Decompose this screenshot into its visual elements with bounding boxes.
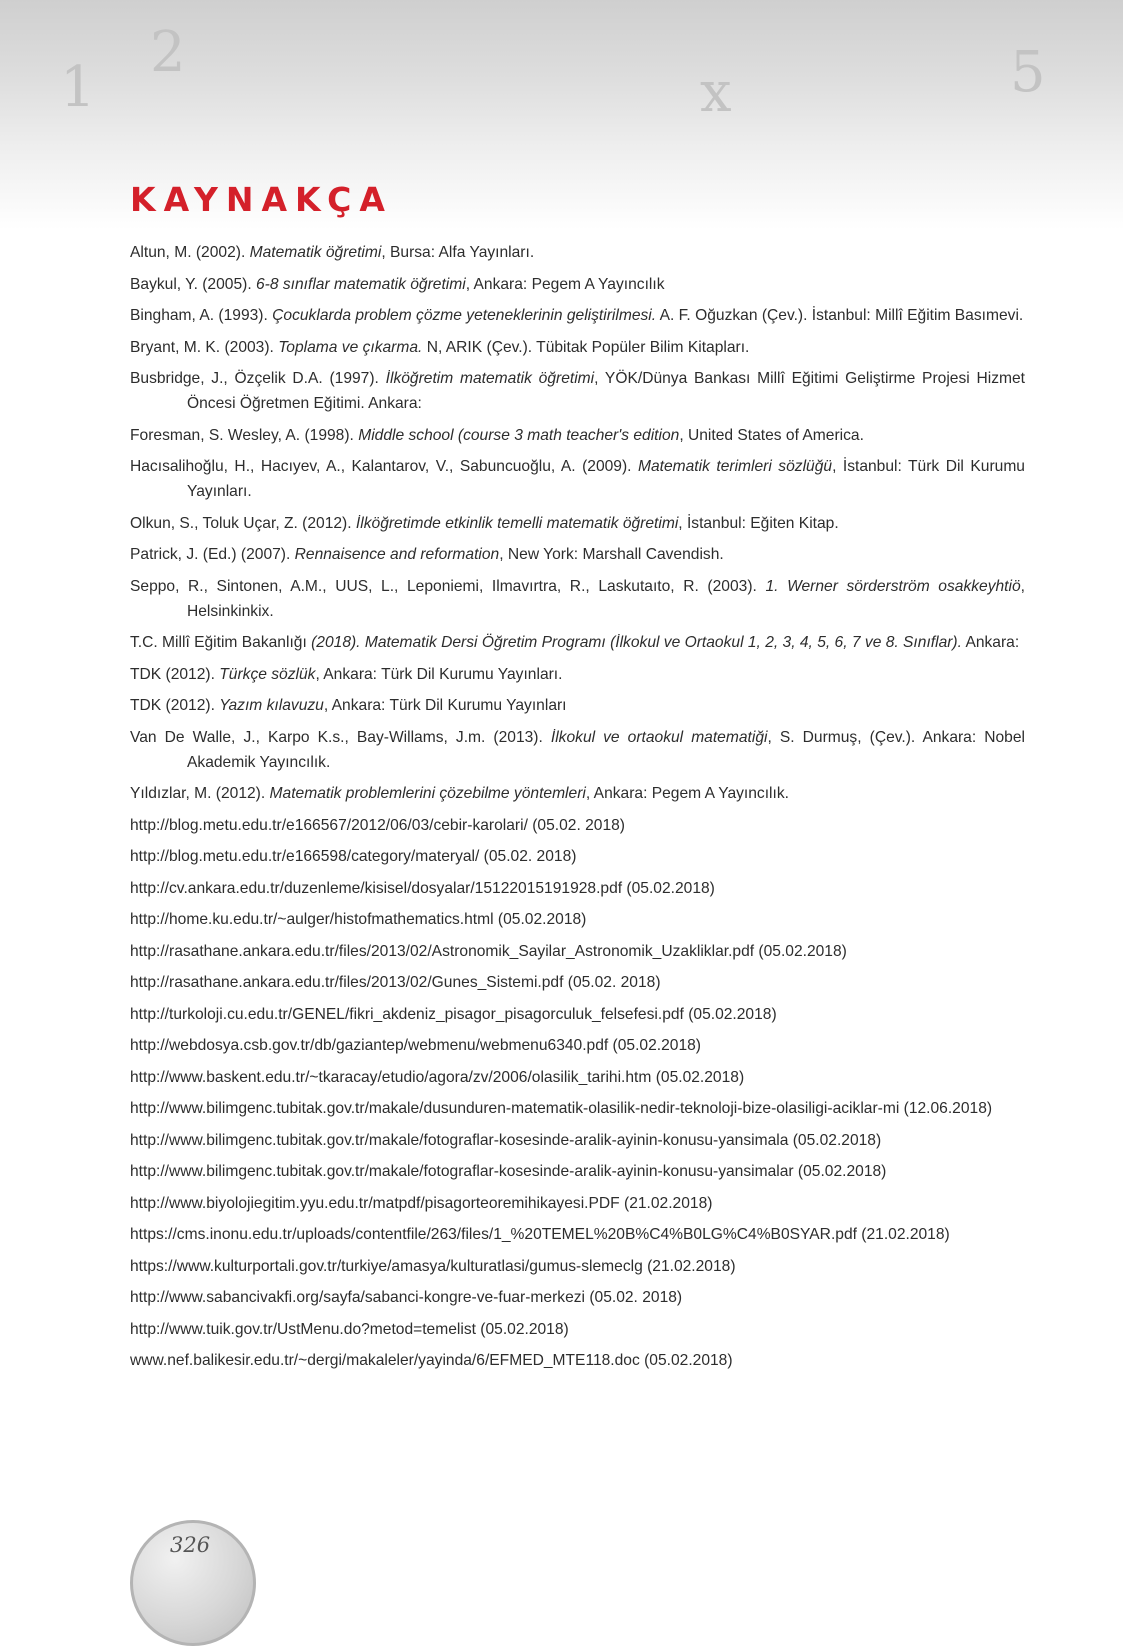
- decorative-math-glyph: 1: [60, 55, 96, 120]
- reference-title: (2018). Matematik Dersi Öğretim Programı (İlkokul ve Ortaokul 1, 2, 3, 4, 5, 6, 7 ve 8. Sınıflar).: [311, 634, 962, 651]
- decorative-math-glyph: 2: [150, 20, 186, 85]
- reference-post: , Ankara: Türk Dil Kurumu Yayınları: [323, 697, 567, 714]
- reference-item: [130, 970, 1025, 995]
- reference-pre: Olkun, S., Toluk Uçar, Z. (2012).: [130, 514, 356, 532]
- reference-pre: Seppo, R., Sintonen, A.M., UUS, L., Leponiemi, Ilmavırtra, R., Laskutaıto, R. (2003).: [130, 577, 766, 595]
- reference-post: , S. Durmuş, (Çev.). Ankara: Nobel Akademik Yayıncılık.: [187, 728, 1025, 771]
- reference-pre: https://www.kulturportali.gov.tr/turkiye/amasya/kulturatlasi/gumus-slemeclg (21.02.2018): [130, 1257, 736, 1275]
- reference-item: [130, 630, 1025, 655]
- reference-post: , New York: Marshall Cavendish.: [499, 546, 724, 563]
- reference-title: Matematik problemlerini çözebilme yöntemleri: [269, 785, 586, 802]
- reference-item: [130, 1159, 1025, 1184]
- reference-pre: Altun, M. (2002).: [130, 244, 250, 261]
- reference-post: , Helsinkinkix.: [187, 577, 1025, 620]
- reference-item: [130, 511, 1025, 536]
- reference-post: , Bursa: Alfa Yayınları.: [381, 244, 535, 261]
- reference-item: [130, 844, 1025, 869]
- page-number-badge: [130, 1520, 256, 1646]
- reference-title: Çocuklarda problem çözme yeteneklerinin geliştirilmesi.: [272, 307, 657, 324]
- reference-item: [130, 725, 1025, 775]
- reference-post: , Ankara: Türk Dil Kurumu Yayınları.: [315, 665, 563, 683]
- reference-title: İlkokul ve ortaokul matematiği: [550, 728, 768, 746]
- reference-pre: http://rasathane.ankara.edu.tr/files/2013/02/Gunes_Sistemi.pdf (05.02. 2018): [130, 974, 661, 991]
- reference-item: [130, 423, 1025, 448]
- reference-pre: http://blog.metu.edu.tr/e166598/category/materyal/ (05.02. 2018): [130, 848, 577, 865]
- reference-item: [130, 662, 1025, 687]
- reference-item: [130, 876, 1025, 901]
- decorative-math-glyph: x: [700, 60, 732, 125]
- reference-item: [130, 240, 1025, 265]
- reference-title: 1. Werner sörderström osakkeyhtiö: [765, 577, 1021, 595]
- reference-item: [130, 1222, 1025, 1247]
- reference-title: Matematik öğretimi: [249, 244, 382, 261]
- reference-item: [130, 366, 1025, 416]
- reference-pre: http://www.tuik.gov.tr/UstMenu.do?metod=temelist (05.02.2018): [130, 1320, 569, 1338]
- reference-pre: Bingham, A. (1993).: [130, 307, 273, 324]
- reference-title: Matematik terimleri sözlüğü: [637, 458, 833, 475]
- reference-pre: Van De Walle, J., Karpo K.s., Bay-Willams, J.m. (2013).: [130, 728, 551, 746]
- reference-pre: http://www.bilimgenc.tubitak.gov.tr/makale/fotograflar-kosesinde-aralik-ayinin-konusu-yansimala (05.02.2018): [130, 1131, 882, 1149]
- reference-post: , Ankara: Pegem A Yayıncılık.: [585, 785, 789, 802]
- reference-pre: TDK (2012).: [130, 697, 220, 714]
- decorative-math-glyph: 5: [1010, 40, 1046, 105]
- reference-list: [130, 240, 1025, 1380]
- reference-pre: http://www.bilimgenc.tubitak.gov.tr/makale/fotograflar-kosesinde-aralik-ayinin-konusu-yansimalar (05.02.2018): [130, 1163, 887, 1180]
- reference-item: [130, 693, 1025, 718]
- reference-item: [130, 813, 1025, 838]
- reference-title: 6-8 sınıflar matematik öğretimi: [255, 275, 466, 293]
- reference-pre: Patrick, J. (Ed.) (2007).: [130, 546, 295, 563]
- reference-pre: http://www.baskent.edu.tr/~tkaracay/etudio/agora/zv/2006/olasilik_tarihi.htm (05.02.2018): [130, 1068, 745, 1086]
- reference-item: [130, 939, 1025, 964]
- reference-item: [130, 1191, 1025, 1216]
- reference-post: , YÖK/Dünya Bankası Millî Eğitimi Geliştirme Projesi Hizmet Öncesi Öğretmen Eğitimi. Ankara:: [187, 370, 1025, 412]
- reference-pre: http://home.ku.edu.tr/~aulger/histofmathematics.html (05.02.2018): [130, 911, 587, 928]
- reference-item: [130, 781, 1025, 806]
- reference-post: A. F. Oğuzkan (Çev.). İstanbul: Millî Eğitim Basımevi.: [656, 307, 1024, 324]
- reference-post: , İstanbul: Türk Dil Kurumu Yayınları.: [187, 458, 1025, 500]
- reference-item: [130, 1348, 1025, 1373]
- reference-title: İlköğretimde etkinlik temelli matematik öğretimi: [355, 514, 679, 532]
- reference-item: [130, 1033, 1025, 1058]
- reference-item: [130, 907, 1025, 932]
- reference-item: [130, 272, 1025, 297]
- reference-item: [130, 1002, 1025, 1027]
- reference-item: [130, 1254, 1025, 1279]
- reference-item: [130, 574, 1025, 624]
- reference-pre: http://cv.ankara.edu.tr/duzenleme/kisisel/dosyalar/15122015191928.pdf (05.02.2018): [130, 879, 715, 897]
- reference-title: Rennaisence and reformation: [294, 546, 500, 563]
- reference-pre: Foresman, S. Wesley, A. (1998).: [130, 426, 359, 444]
- reference-pre: Yıldızlar, M. (2012).: [130, 785, 270, 802]
- reference-pre: TDK (2012).: [130, 665, 220, 683]
- reference-pre: www.nef.balikesir.edu.tr/~dergi/makaleler/yayinda/6/EFMED_MTE118.doc (05.02.2018): [130, 1352, 733, 1369]
- reference-pre: http://turkoloji.cu.edu.tr/GENEL/fikri_akdeniz_pisagor_pisagorculuk_felsefesi.pdf (05.02.2018): [130, 1005, 777, 1023]
- reference-item: [130, 1285, 1025, 1310]
- reference-pre: http://blog.metu.edu.tr/e166567/2012/06/03/cebir-karolari/ (05.02. 2018): [130, 816, 625, 834]
- reference-post: , United States of America.: [679, 426, 864, 444]
- reference-pre: T.C. Millî Eğitim Bakanlığı: [130, 634, 312, 651]
- reference-pre: http://www.biyolojiegitim.yyu.edu.tr/matpdf/pisagorteoremihikayesi.PDF (21.02.2018): [130, 1194, 713, 1212]
- reference-pre: Busbridge, J., Özçelik D.A. (1997).: [130, 370, 386, 387]
- reference-item: [130, 1128, 1025, 1153]
- reference-pre: http://www.bilimgenc.tubitak.gov.tr/makale/dusunduren-matematik-olasilik-nedir-teknoloji-bize-olasiligi-aciklar-mi (12.06.2018): [130, 1100, 993, 1117]
- reference-pre: Hacısalihoğlu, H., Hacıyev, A., Kalantarov, V., Sabuncuoğlu, A. (2009).: [130, 458, 638, 475]
- reference-post: , Ankara: Pegem A Yayıncılık: [465, 275, 665, 293]
- reference-item: [130, 335, 1025, 360]
- reference-pre: http://www.sabancivakfi.org/sayfa/sabanci-kongre-ve-fuar-merkezi (05.02. 2018): [130, 1289, 683, 1306]
- reference-pre: Baykul, Y. (2005).: [130, 275, 256, 293]
- reference-title: Toplama ve çıkarma.: [278, 338, 423, 356]
- reference-post: Ankara:: [961, 634, 1020, 651]
- reference-item: [130, 1096, 1025, 1121]
- reference-item: [130, 303, 1025, 328]
- reference-title: İlköğretim matematik öğretimi: [385, 370, 595, 387]
- reference-title: Middle school (course 3 math teacher's edition: [358, 426, 680, 444]
- reference-post: , İstanbul: Eğiten Kitap.: [678, 514, 839, 532]
- reference-title: Yazım kılavuzu: [219, 697, 324, 714]
- page-heading: KAYNAKÇA: [130, 180, 393, 219]
- page-number: 326: [170, 1533, 211, 1557]
- reference-item: [130, 1065, 1025, 1090]
- reference-post: N, ARIK (Çev.). Tübitak Popüler Bilim Kitapları.: [422, 338, 750, 356]
- reference-item: [130, 454, 1025, 504]
- reference-title: Türkçe sözlük: [219, 665, 316, 683]
- reference-pre: http://webdosya.csb.gov.tr/db/gaziantep/webmenu/webmenu6340.pdf (05.02.2018): [130, 1037, 701, 1054]
- reference-item: [130, 542, 1025, 567]
- reference-pre: https://cms.inonu.edu.tr/uploads/contentfile/263/files/1_%20TEMEL%20B%C4%B0LG%C4%B0SYAR.pdf (21.02.2018): [130, 1226, 950, 1243]
- reference-pre: http://rasathane.ankara.edu.tr/files/2013/02/Astronomik_Sayilar_Astronomik_Uzakliklar.pdf (05.02.2018): [130, 942, 847, 960]
- reference-pre: Bryant, M. K. (2003).: [130, 338, 279, 356]
- reference-item: [130, 1317, 1025, 1342]
